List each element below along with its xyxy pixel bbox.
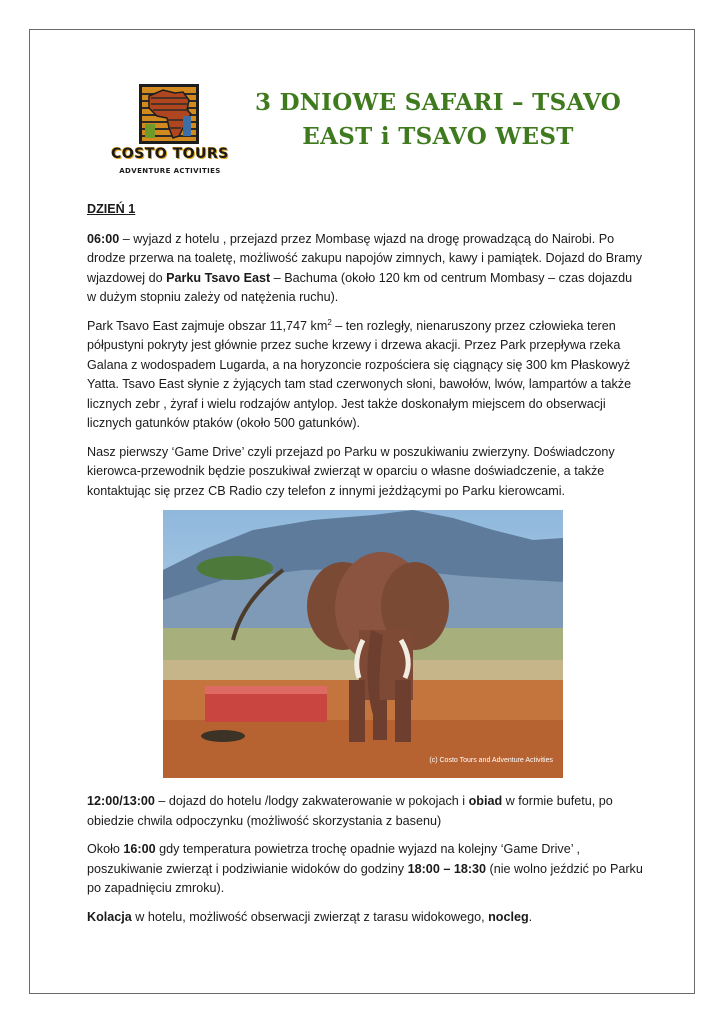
text: (nie wolno jeździć po Parku po zapadnięciu zmroku). (87, 861, 643, 895)
paragraph-park-description (87, 317, 643, 434)
elephant-photo (163, 510, 563, 778)
text: gdy temperatura powietrza trochę opadnie wyjazd na kolejny ‘Game Drive’ , poszukiwanie zwierząt i podziwianie widoków do godziny (87, 842, 581, 876)
photo-caption: (c) Costo Tours and Adventure Activities (429, 756, 553, 764)
lunch-bold: obiad (468, 794, 503, 808)
itinerary-content (87, 200, 643, 936)
paragraph-dinner (87, 908, 643, 928)
dinner-bold: Kolacja (87, 909, 132, 924)
paragraph-hotel-lunch (87, 792, 643, 831)
overnight-bold: nocleg (488, 909, 529, 924)
logo-name: COSTO TOURS (111, 146, 229, 162)
logo-tagline: ADVENTURE ACTIVITIES (119, 167, 221, 175)
paragraph-evening-drive (87, 840, 643, 899)
text: – ten rozległy, nienaruszony przez człowieka teren półpustyni pokryty jest głównie przez suche krzewy i drzewa akacji. Przez Park przepływa rzeka Galana z wodospadem Lugarda, a na horyzoncie rozpościera się ciągnący się 300 km Płaskowyż Yatta. Tsavo East słynie z żyjących tam stad czerwonych słoni, bawołów, lwów, lampartów a także licznych zebr , żyraf i wielu rodzajów antylop. Jest także doskonałym miejscem do obserwacji licznych gatunków ptaków (około 500 gatunków). (87, 318, 632, 430)
company-logo (105, 84, 235, 180)
paragraph-game-drive: Nasz pierwszy ‘Game Drive’ czyli przejazd po Parku w poszukiwaniu zwierzyny. Doświadczony kierowca-przewodnik będzie poszukiwał zwierząt w oparciu o własne doświadczenie, a także kontaktując się przez CB Radio czy telefon z innymi jeżdżącymi po Parku kierowcami. (87, 444, 615, 498)
text: w formie bufetu, po obiedzie chwila odpoczynku (możliwość skorzystania z basenu) (87, 794, 613, 828)
title-line-2: EAST i TSAVO WEST (302, 123, 574, 150)
text: – wyjazd z hotelu , przejazd przez Mombasę wjazd na drogę prowadzącą do Nairobi. Po drodze przerwa na toaletę, możliwość zakupu napojów zimnych, kawy i pamiątek. Dojazd do Bramy wjazdowej do (87, 231, 643, 285)
text: – Bachuma (około 120 km od centrum Mombasy – czas dojazdu w dużym stopniu zależy od natężenia ruchu). (87, 270, 633, 304)
elephant-photo-image (163, 510, 563, 778)
text: Park Tsavo East zajmuje obszar 11,747 km (87, 318, 328, 333)
text: w hotelu, możliwość obserwacji zwierząt z tarasu widokowego, (131, 909, 489, 924)
time-evening: 16:00 (123, 842, 156, 856)
africa-map-icon (139, 84, 199, 144)
text: . (528, 909, 533, 924)
text: – dojazd do hotelu /lodgy zakwaterowanie w pokojach i (154, 794, 469, 808)
time-range: 18:00 – 18:30 (407, 861, 487, 876)
day-heading: DZIEŃ 1 (87, 202, 136, 216)
park-name: Parku Tsavo East (166, 270, 271, 285)
paragraph-departure (87, 230, 643, 308)
text: Około (87, 842, 124, 856)
document-title (228, 86, 648, 154)
time-lunch: 12:00/13:00 (87, 794, 155, 808)
time-departure: 06:00 (87, 231, 120, 246)
superscript: 2 (327, 317, 332, 327)
title-line-1: 3 DNIOWE SAFARI – TSAVO (254, 89, 622, 116)
